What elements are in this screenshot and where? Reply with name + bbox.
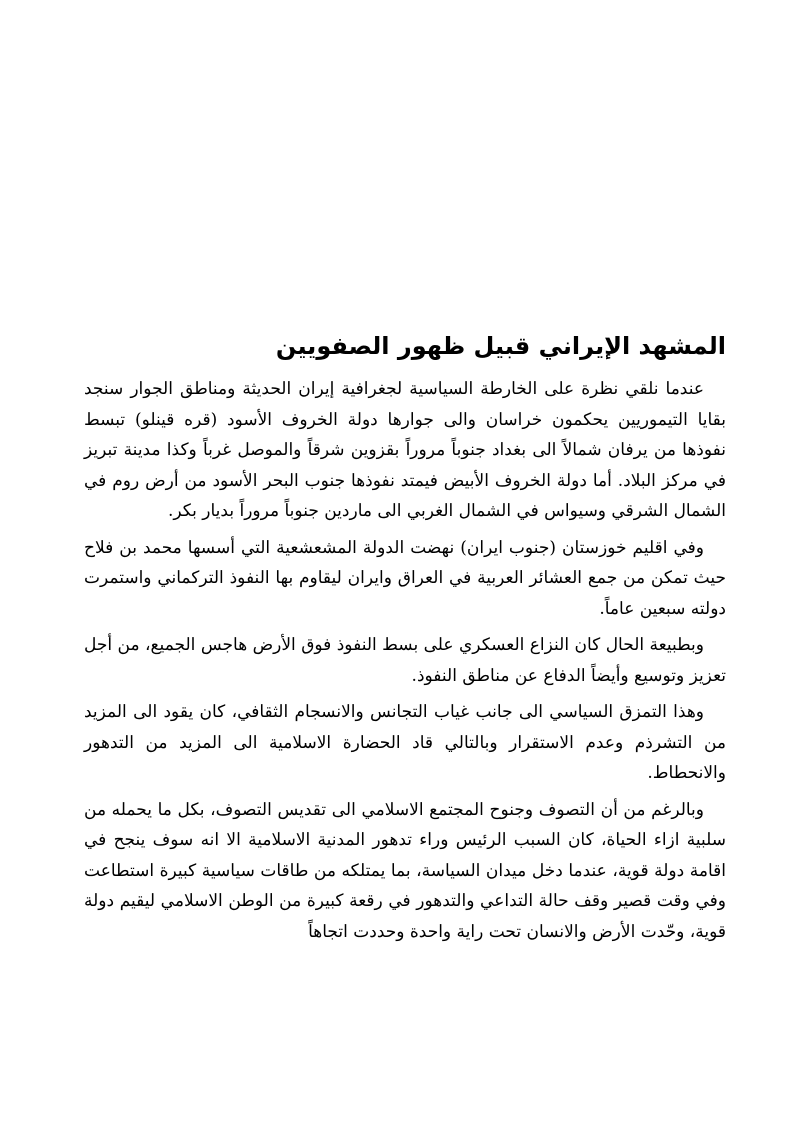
section-title: المشهد الإيراني قبيل ظهور الصفويين [275,332,726,360]
document-page [84,326,726,953]
paragraph-4: وهذا التمزق السياسي الى جانب غياب التجانس والانسجام الثقافي، كان يقود الى المزيد من التشرذم وعدم الاستقرار وبالتالي قاد الحضارة الاسلامية الى المزيد من التدهور والانحطاط. [84,702,726,783]
paragraph-1: عندما نلقي نظرة على الخارطة السياسية لجغرافية إيران الحديثة ومناطق الجوار سنجد بقايا التيموريين يحكمون خراسان والى جوارها دولة الخروف الأسود (قره قينلو) تبسط نفوذها من يرفان شمالاً الى بغداد جنوباً مروراً بقزوين شرقاً والموصل غرباً وكذا مدينة تبريز في مركز البلاد. أما دولة الخروف الأبيض فيمتد نفوذها جنوب البحر الأسود من أرض روم في الشمال الشرقي وسيواس في الشمال الغربي الى ماردين جنوباً مروراً بديار بكر. [84,379,726,521]
paragraph-5: وبالرغم من أن التصوف وجنوح المجتمع الاسلامي الى تقديس التصوف، بكل ما يحمله من سلبية ازاء الحياة، كان السبب الرئيس وراء تدهور المدنية الاسلامية الا انه سوف ينجح في اقامة دولة قوية، عندما دخل ميدان السياسة، بما يمتلكه من طاقات سياسية كبيرة استطاعت وفي وقت قصير وقف حالة التداعي والتدهور في رقعة كبيرة من الوطن الاسلامي ليقيم دولة قوية، وحّدت الأرض والانسان تحت راية واحدة وحددت اتجاهاً [84,799,726,942]
paragraph-2: وفي اقليم خوزستان (جنوب ايران) نهضت الدولة المشعشعية التي أسسها محمد بن فلاح حيث تمكن من جمع العشائر العربية في العراق وايران ليقاوم بها النفوذ التركماني واستمرت دولته سبعين عاماً. [84,537,726,619]
paragraph-3: وبطبيعة الحال كان النزاع العسكري على بسط النفوذ فوق الأرض هاجس الجميع، من أجل تعزيز وتوسيع وأيضاً الدفاع عن مناطق النفوذ. [84,635,726,686]
